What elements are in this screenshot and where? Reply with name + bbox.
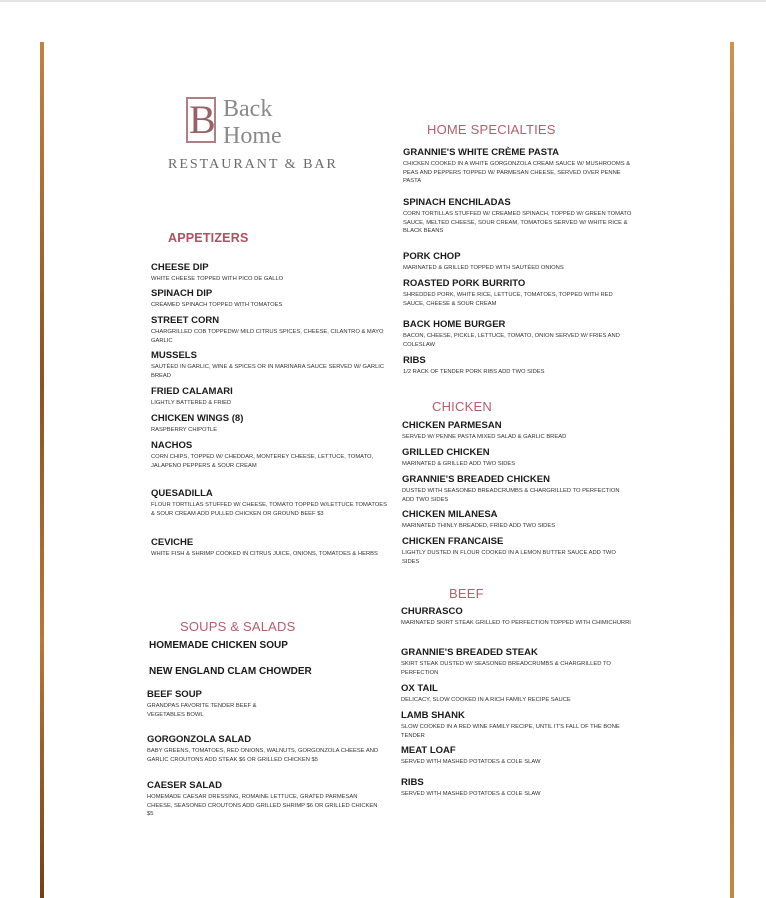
menu-item (151, 386, 387, 408)
menu-item (147, 734, 383, 764)
menu-item (401, 745, 631, 767)
menu-item (147, 689, 383, 719)
item-name: GRANNIE'S BREADED STEAK (401, 647, 538, 658)
item-name: LAMB SHANK (401, 710, 465, 721)
item-desc: MARINATED & GRILLED TOPPED WITH SAUTÉED ONIONS (403, 265, 564, 271)
item-name: BEEF SOUP (147, 689, 202, 700)
chicken-heading: CHICKEN (432, 399, 492, 414)
menu-item (149, 666, 385, 678)
menu-item (401, 777, 631, 799)
item-name: RIBS (403, 355, 426, 366)
beef-heading: BEEF (449, 586, 484, 601)
item-desc: RASPBERRY CHIPOTLE (151, 427, 218, 433)
menu-item (401, 683, 631, 705)
item-desc: SKIRT STEAK DUSTED W/ SEASONED BREADCRUMBS & CHARGRILLED TO PERFECTION (401, 661, 611, 676)
item-desc: CHICKEN COOKED IN A WHITE GORGONZOLA CREAM SAUCE W/ MUSHROOMS & PEAS AND PEPPERS TOPPED W/ PARMESAN CHEESE, SERVED OVER PENNE PASTA (403, 161, 631, 184)
menu-item (401, 606, 631, 628)
menu-item (403, 319, 633, 349)
logo-line1: Back (223, 96, 273, 122)
item-name: CAESER SALAD (147, 780, 222, 791)
home-specialties-heading: HOME SPECIALTIES (427, 122, 556, 137)
menu-item (403, 197, 633, 236)
item-desc: SHREDDED PORK, WHITE RICE, LETTUCE, TOMATOES, TOPPED WITH RED SAUCE, CHEESE & SOUR CREAM (403, 292, 613, 307)
item-name: STREET CORN (151, 315, 220, 326)
item-name: NEW ENGLAND CLAM CHOWDER (149, 666, 312, 677)
item-name: RIBS (401, 777, 424, 788)
item-name: FRIED CALAMARI (151, 386, 233, 397)
item-name: MUSSELS (151, 350, 197, 361)
item-name: NACHOS (151, 440, 193, 451)
item-desc: WHITE CHEESE TOPPED WITH PICO DE GALLO (151, 276, 284, 282)
item-desc: CHARGRILLED COB TOPPEDW/ MILD CITRUS SPICES, CHEESE, CILANTRO & MAYO GARLIC (151, 329, 384, 344)
menu-item (403, 251, 633, 273)
menu-item (403, 355, 633, 377)
menu-item (151, 262, 387, 284)
item-name: PORK CHOP (403, 251, 461, 262)
item-name: CHICKEN FRANCAISE (402, 536, 504, 547)
menu-item (147, 780, 383, 819)
item-desc: SERVED WITH MASHED POTATOES & COLE SLAW (401, 791, 541, 797)
item-name: OX TAIL (401, 683, 438, 694)
item-name: CHICKEN PARMESAN (402, 420, 502, 431)
item-name: CHEESE DIP (151, 262, 209, 273)
menu-item (149, 640, 385, 652)
item-name: GRANNIE'S BREADED CHICKEN (402, 474, 550, 485)
item-name: CHICKEN MILANESA (402, 509, 498, 520)
menu-item (151, 537, 387, 559)
scan-edge-right (730, 42, 734, 898)
item-desc: CREAMED SPINACH TOPPED WITH TOMATOES (151, 302, 283, 308)
menu-item (403, 147, 633, 186)
item-name: GRANNIE'S WHITE CRÈME PASTA (403, 147, 560, 158)
item-name: CHURRASCO (401, 606, 463, 617)
item-desc: DUSTED WITH SEASONED BREADCRUMBS & CHARGRILLED TO PERFECTION ADD TWO SIDES (402, 488, 620, 503)
menu-item (401, 710, 631, 740)
menu-item (402, 509, 632, 531)
item-name: CEVICHE (151, 537, 194, 548)
item-desc: GRANDPAS FAVORITE TENDER BEEF & VEGETABLES BOWL (147, 703, 257, 718)
item-desc: FLOUR TORTILLAS STUFFED W/ CHEESE, TOMATO TOPPED W/LETTUCE TOMATOES & SOUR CREAM ADD PULLED CHICKEN OR GROUND BEEF $3 (151, 502, 387, 517)
menu-item (151, 488, 387, 518)
item-desc: CORN CHIPS, TOPPED W/ CHEDDAR, MONTEREY CHEESE, LETTUCE, TOMATO, JALAPENO PEPPERS & SOUR CREAM (151, 454, 374, 469)
menu-item (151, 413, 387, 435)
soups-heading: SOUPS & SALADS (180, 619, 296, 634)
scan-edge-left (40, 42, 44, 898)
item-desc: BACON, CHEESE, PICKLE, LETTUCE, TOMATO, ONION SERVED W/ FRIES AND COLESLAW (403, 333, 620, 348)
top-border (0, 0, 766, 2)
menu-item (402, 536, 632, 566)
menu-item (151, 440, 387, 470)
menu-item (151, 315, 387, 345)
item-name: MEAT LOAF (401, 745, 456, 756)
item-desc: BABY GREENS, TOMATOES, RED ONIONS, WALNUTS, GORGONZOLA CHEESE AND GARLIC CROUTONS ADD STEAK $6 OR GRILLED CHICKEN $5 (147, 748, 379, 763)
menu-item (402, 420, 632, 442)
appetizers-heading: APPETIZERS (168, 231, 249, 245)
item-desc: WHITE FISH & SHRIMP COOKED IN CITRUS JUICE, ONIONS, TOMATOES & HERBS (151, 551, 378, 557)
logo-line2: Home (223, 123, 282, 149)
item-desc: HOMEMADE CAESAR DRESSING, ROMAINE LETTUCE, GRATED PARMESAN CHEESE, SEASONED CROUTONS ADD GRILLED SHRIMP $6 OR GRILLED CHICKEN $5 (147, 794, 378, 817)
item-desc: SERVED W/ PENNE PASTA MIXED SALAD & GARLIC BREAD (402, 434, 567, 440)
item-desc: CORN TORTILLAS STUFFED W/ CREAMED SPINACH, TOPPED W/ GREEN TOMATO SAUCE, MELTED CHEESE, SOUR CREAM, TOMATOES SERVED W/ WHITE RICE & BLACK BEANS (403, 211, 632, 234)
menu-item (151, 288, 387, 310)
item-desc: SLOW COOKED IN A RED WINE FAMILY RECIPE, UNTIL IT'S FALL OF THE BONE TENDER (401, 724, 620, 739)
logo-subtitle: RESTAURANT & BAR (168, 157, 338, 172)
item-desc: SERVED WITH MASHED POTATOES & COLE SLAW (401, 759, 541, 765)
menu-item (403, 278, 633, 308)
item-name: CHICKEN WINGS (8) (151, 413, 244, 424)
item-desc: LIGHTLY BATTERED & FRIED (151, 400, 232, 406)
menu-item (402, 447, 632, 469)
item-desc: MARINATED SKIRT STEAK GRILLED TO PERFECTION TOPPED WITH CHIMICHURRI (401, 620, 631, 626)
logo-mark: B (189, 97, 216, 142)
item-name: GORGONZOLA SALAD (147, 734, 252, 745)
menu-item (401, 647, 631, 677)
item-name: ROASTED PORK BURRITO (403, 278, 526, 289)
item-desc: MARINATED THINLY BREADED, FRIED ADD TWO SIDES (402, 523, 556, 529)
item-desc: LIGHTLY DUSTED IN FLOUR COOKED IN A LEMON BUTTER SAUCE ADD TWO SIDES (402, 550, 616, 565)
item-desc: SAUTÉED IN GARLIC, WINE & SPICES OR IN MARINARA SAUCE SERVED W/ GARLIC BREAD (151, 364, 385, 379)
item-desc: MARINATED & GRILLED ADD TWO SIDES (402, 461, 516, 467)
item-name: QUESADILLA (151, 488, 213, 499)
item-name: GRILLED CHICKEN (402, 447, 490, 458)
item-name: BACK HOME BURGER (403, 319, 506, 330)
item-name: SPINACH ENCHILADAS (403, 197, 511, 208)
item-desc: DELICACY, SLOW COOKED IN A RICH FAMILY RECIPE SAUCE (401, 697, 571, 703)
item-desc: 1/2 RACK OF TENDER PORK RIBS ADD TWO SIDES (403, 369, 545, 375)
menu-item (151, 350, 387, 380)
item-name: SPINACH DIP (151, 288, 213, 299)
item-name: HOMEMADE CHICKEN SOUP (149, 640, 288, 651)
menu-item (402, 474, 632, 504)
